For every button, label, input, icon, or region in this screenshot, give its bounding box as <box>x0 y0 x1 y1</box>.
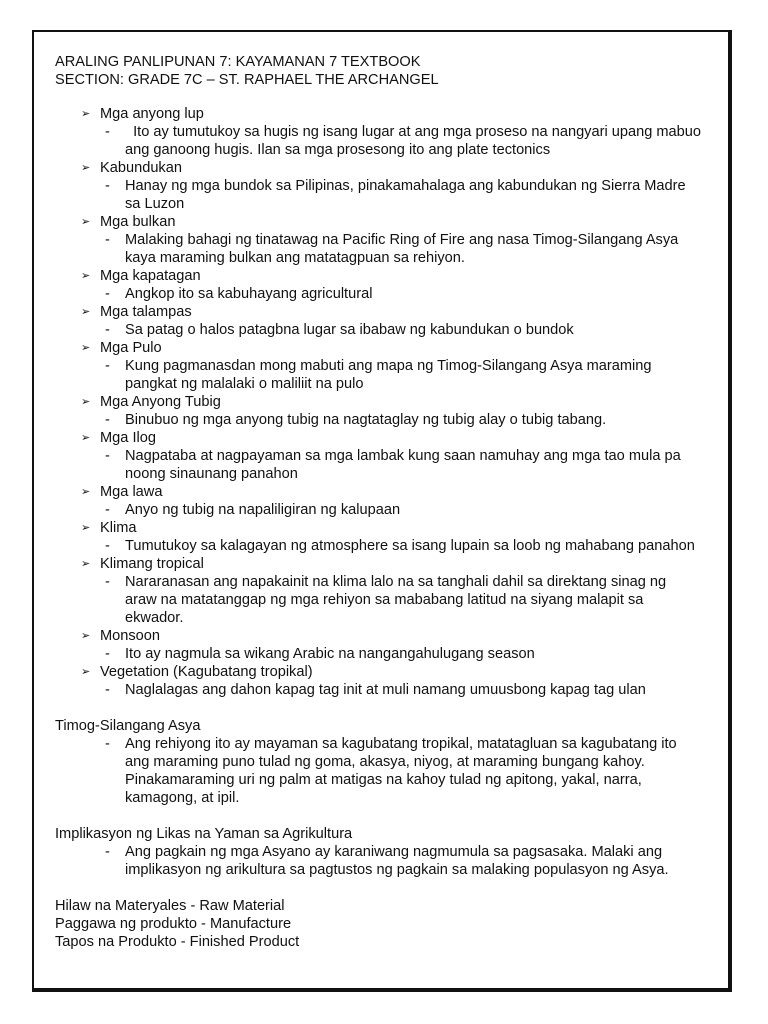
topic-description-line <box>55 537 745 555</box>
dash-bullet: - <box>105 448 110 464</box>
topic-description-line <box>55 609 745 627</box>
topic-item <box>55 555 745 627</box>
section-description-line <box>55 861 745 879</box>
description-text: pangkat ng malalaki o maliliit na pulo <box>125 376 364 392</box>
topic-item <box>55 339 745 393</box>
topic-title: Mga anyong lup <box>100 106 204 122</box>
topic-title: Mga kapatagan <box>100 268 201 284</box>
glossary-entry: Hilaw na Materyales - Raw Material <box>55 898 285 914</box>
section-list <box>55 717 745 879</box>
dash-bullet: - <box>105 124 110 140</box>
section-block <box>55 717 745 807</box>
topic-description-line <box>55 231 745 249</box>
arrow-bullet-icon: ➢ <box>81 162 91 174</box>
topic-item <box>55 213 745 267</box>
description-text: noong sinaunang panahon <box>125 466 298 482</box>
topic-title: Kabundukan <box>100 160 182 176</box>
description-text: Pinakamaraming uri ng palm at matigas na kahoy tulad ng apitong, yakal, narra, <box>125 772 642 788</box>
section-description-line <box>55 735 745 753</box>
topic-heading <box>55 519 745 537</box>
topic-description-line <box>55 645 745 663</box>
topic-description-line <box>55 195 745 213</box>
topic-description-line <box>55 573 745 591</box>
arrow-bullet-icon: ➢ <box>81 630 91 642</box>
topic-description-line <box>55 447 745 465</box>
topic-description-line <box>55 177 745 195</box>
dash-bullet: - <box>105 502 110 518</box>
topic-heading <box>55 555 745 573</box>
description-text: Anyo ng tubig na napaliligiran ng kalupaan <box>125 502 401 518</box>
topic-description-line <box>55 285 745 303</box>
topic-title: Klima <box>100 520 137 536</box>
topic-title: Mga bulkan <box>100 214 176 230</box>
arrow-bullet-icon: ➢ <box>81 216 91 228</box>
topic-title: Mga lawa <box>100 484 163 500</box>
description-text: Nararanasan ang napakainit na klima lalo na sa tanghali dahil sa direktang sinag ng <box>125 574 667 590</box>
topic-heading <box>55 393 745 411</box>
dash-bullet: - <box>105 286 110 302</box>
description-text: Angkop ito sa kabuhayang agricultural <box>125 286 373 302</box>
arrow-bullet-icon: ➢ <box>81 108 91 120</box>
description-text: ekwador. <box>125 610 184 626</box>
description-text: Ang rehiyong ito ay mayaman sa kagubatang tropikal, matatagluan sa kagubatang ito <box>125 736 677 752</box>
topic-heading <box>55 303 745 321</box>
arrow-bullet-icon: ➢ <box>81 666 91 678</box>
dash-bullet: - <box>105 646 110 662</box>
section-description-line <box>55 789 745 807</box>
header-section: SECTION: GRADE 7C – ST. RAPHAEL THE ARCHANGEL <box>55 72 439 88</box>
topic-description-line <box>55 375 745 393</box>
topic-item <box>55 627 745 663</box>
topic-description-line <box>55 411 745 429</box>
topic-description-line <box>55 249 745 267</box>
topic-heading <box>55 339 745 357</box>
dash-bullet: - <box>105 358 110 374</box>
topic-item <box>55 393 745 429</box>
topic-item <box>55 519 745 555</box>
section-title: Timog-Silangang Asya <box>55 718 201 734</box>
topic-heading <box>55 267 745 285</box>
topic-title: Mga talampas <box>100 304 192 320</box>
dash-bullet: - <box>105 232 110 248</box>
section-description-line <box>55 843 745 861</box>
glossary-entry: Tapos na Produkto - Finished Product <box>55 934 300 950</box>
dash-bullet: - <box>105 736 110 752</box>
description-text: Tumutukoy sa kalagayan ng atmosphere sa isang lupain sa loob ng mahabang panahon <box>125 538 695 554</box>
description-text: kaya maraming bulkan ang matatagpuan sa rehiyon. <box>125 250 465 266</box>
topic-heading <box>55 483 745 501</box>
arrow-bullet-icon: ➢ <box>81 306 91 318</box>
description-text: Hanay ng mga bundok sa Pilipinas, pinakamahalaga ang kabundukan ng Sierra Madre <box>125 178 686 194</box>
description-text: Ito ay tumutukoy sa hugis ng isang lugar at ang mga proseso na nangyari upang mabuo <box>125 124 702 140</box>
topic-title: Mga Anyong Tubig <box>100 394 221 410</box>
topic-description-line <box>55 591 745 609</box>
topic-title: Monsoon <box>100 628 161 644</box>
description-text: araw na matatanggap ng mga rehiyon sa mababang latitud na siyang malapit sa <box>125 592 644 608</box>
topic-heading <box>55 159 745 177</box>
section-block <box>55 825 745 879</box>
topic-item <box>55 663 745 699</box>
arrow-bullet-icon: ➢ <box>81 558 91 570</box>
section-description-line <box>55 753 745 771</box>
topic-item <box>55 429 745 483</box>
description-text: Naglalagas ang dahon kapag tag init at muli namang umuusbong kapag tag ulan <box>125 682 646 698</box>
topic-item <box>55 483 745 519</box>
dash-bullet: - <box>105 574 110 590</box>
description-text: sa Luzon <box>125 196 185 212</box>
description-text: Ang pagkain ng mga Asyano ay karaniwang nagmumula sa pagsasaka. Malaki ang <box>125 844 663 860</box>
topic-item <box>55 105 745 159</box>
dash-bullet: - <box>105 538 110 554</box>
topic-heading <box>55 627 745 645</box>
topic-description-line <box>55 357 745 375</box>
topic-heading <box>55 429 745 447</box>
arrow-bullet-icon: ➢ <box>81 342 91 354</box>
arrow-bullet-icon: ➢ <box>81 270 91 282</box>
section-title: Implikasyon ng Likas na Yaman sa Agrikultura <box>55 826 353 842</box>
glossary <box>55 897 745 951</box>
topic-heading <box>55 663 745 681</box>
description-text: ang ganoong hugis. Ilan sa mga prosesong ito ang plate tectonics <box>125 142 551 158</box>
header-title: ARALING PANLIPUNAN 7: KAYAMANAN 7 TEXTBOOK <box>55 54 421 70</box>
dash-bullet: - <box>105 322 110 338</box>
description-text: Kung pagmanasdan mong mabuti ang mapa ng Timog-Silangang Asya maraming <box>125 358 652 374</box>
document-body <box>55 53 745 951</box>
glossary-entry: Paggawa ng produkto - Manufacture <box>55 916 292 932</box>
topic-title: Klimang tropical <box>100 556 204 572</box>
dash-bullet: - <box>105 844 110 860</box>
dash-bullet: - <box>105 178 110 194</box>
topic-item <box>55 303 745 339</box>
document-header <box>55 53 745 89</box>
description-text: Malaking bahagi ng tinatawag na Pacific Ring of Fire ang nasa Timog-Silangang Asya <box>125 232 679 248</box>
arrow-bullet-icon: ➢ <box>81 486 91 498</box>
section-description-line <box>55 771 745 789</box>
dash-bullet: - <box>105 412 110 428</box>
description-text: kamagong, at ipil. <box>125 790 240 806</box>
topic-heading <box>55 213 745 231</box>
description-text: Sa patag o halos patagbna lugar sa ibabaw ng kabundukan o bundok <box>125 322 574 338</box>
topic-description-line <box>55 501 745 519</box>
topic-item <box>55 267 745 303</box>
arrow-bullet-icon: ➢ <box>81 522 91 534</box>
topic-item <box>55 159 745 213</box>
description-text: Nagpataba at nagpayaman sa mga lambak kung saan namuhay ang mga tao mula pa <box>125 448 681 464</box>
description-text: Binubuo ng mga anyong tubig na nagtataglay ng tubig alay o tubig tabang. <box>125 412 607 428</box>
topic-description-line <box>55 465 745 483</box>
topic-list <box>55 105 745 699</box>
topic-title: Vegetation (Kagubatang tropikal) <box>100 664 313 680</box>
topic-title: Mga Pulo <box>100 340 162 356</box>
topic-title: Mga Ilog <box>100 430 156 446</box>
topic-description-line <box>55 123 745 141</box>
topic-heading <box>55 105 745 123</box>
arrow-bullet-icon: ➢ <box>81 432 91 444</box>
topic-description-line <box>55 321 745 339</box>
topic-description-line <box>55 681 745 699</box>
topic-description-line <box>55 141 745 159</box>
arrow-bullet-icon: ➢ <box>81 396 91 408</box>
description-text: implikasyon ng arikultura sa pagtustos ng pagkain sa malaking populasyon ng Asya. <box>125 862 669 878</box>
description-text: Ito ay nagmula sa wikang Arabic na nangangahulugang season <box>125 646 535 662</box>
description-text: ang maraming puno tulad ng goma, akasya, niyog, at maraming bungang kahoy. <box>125 754 645 770</box>
dash-bullet: - <box>105 682 110 698</box>
